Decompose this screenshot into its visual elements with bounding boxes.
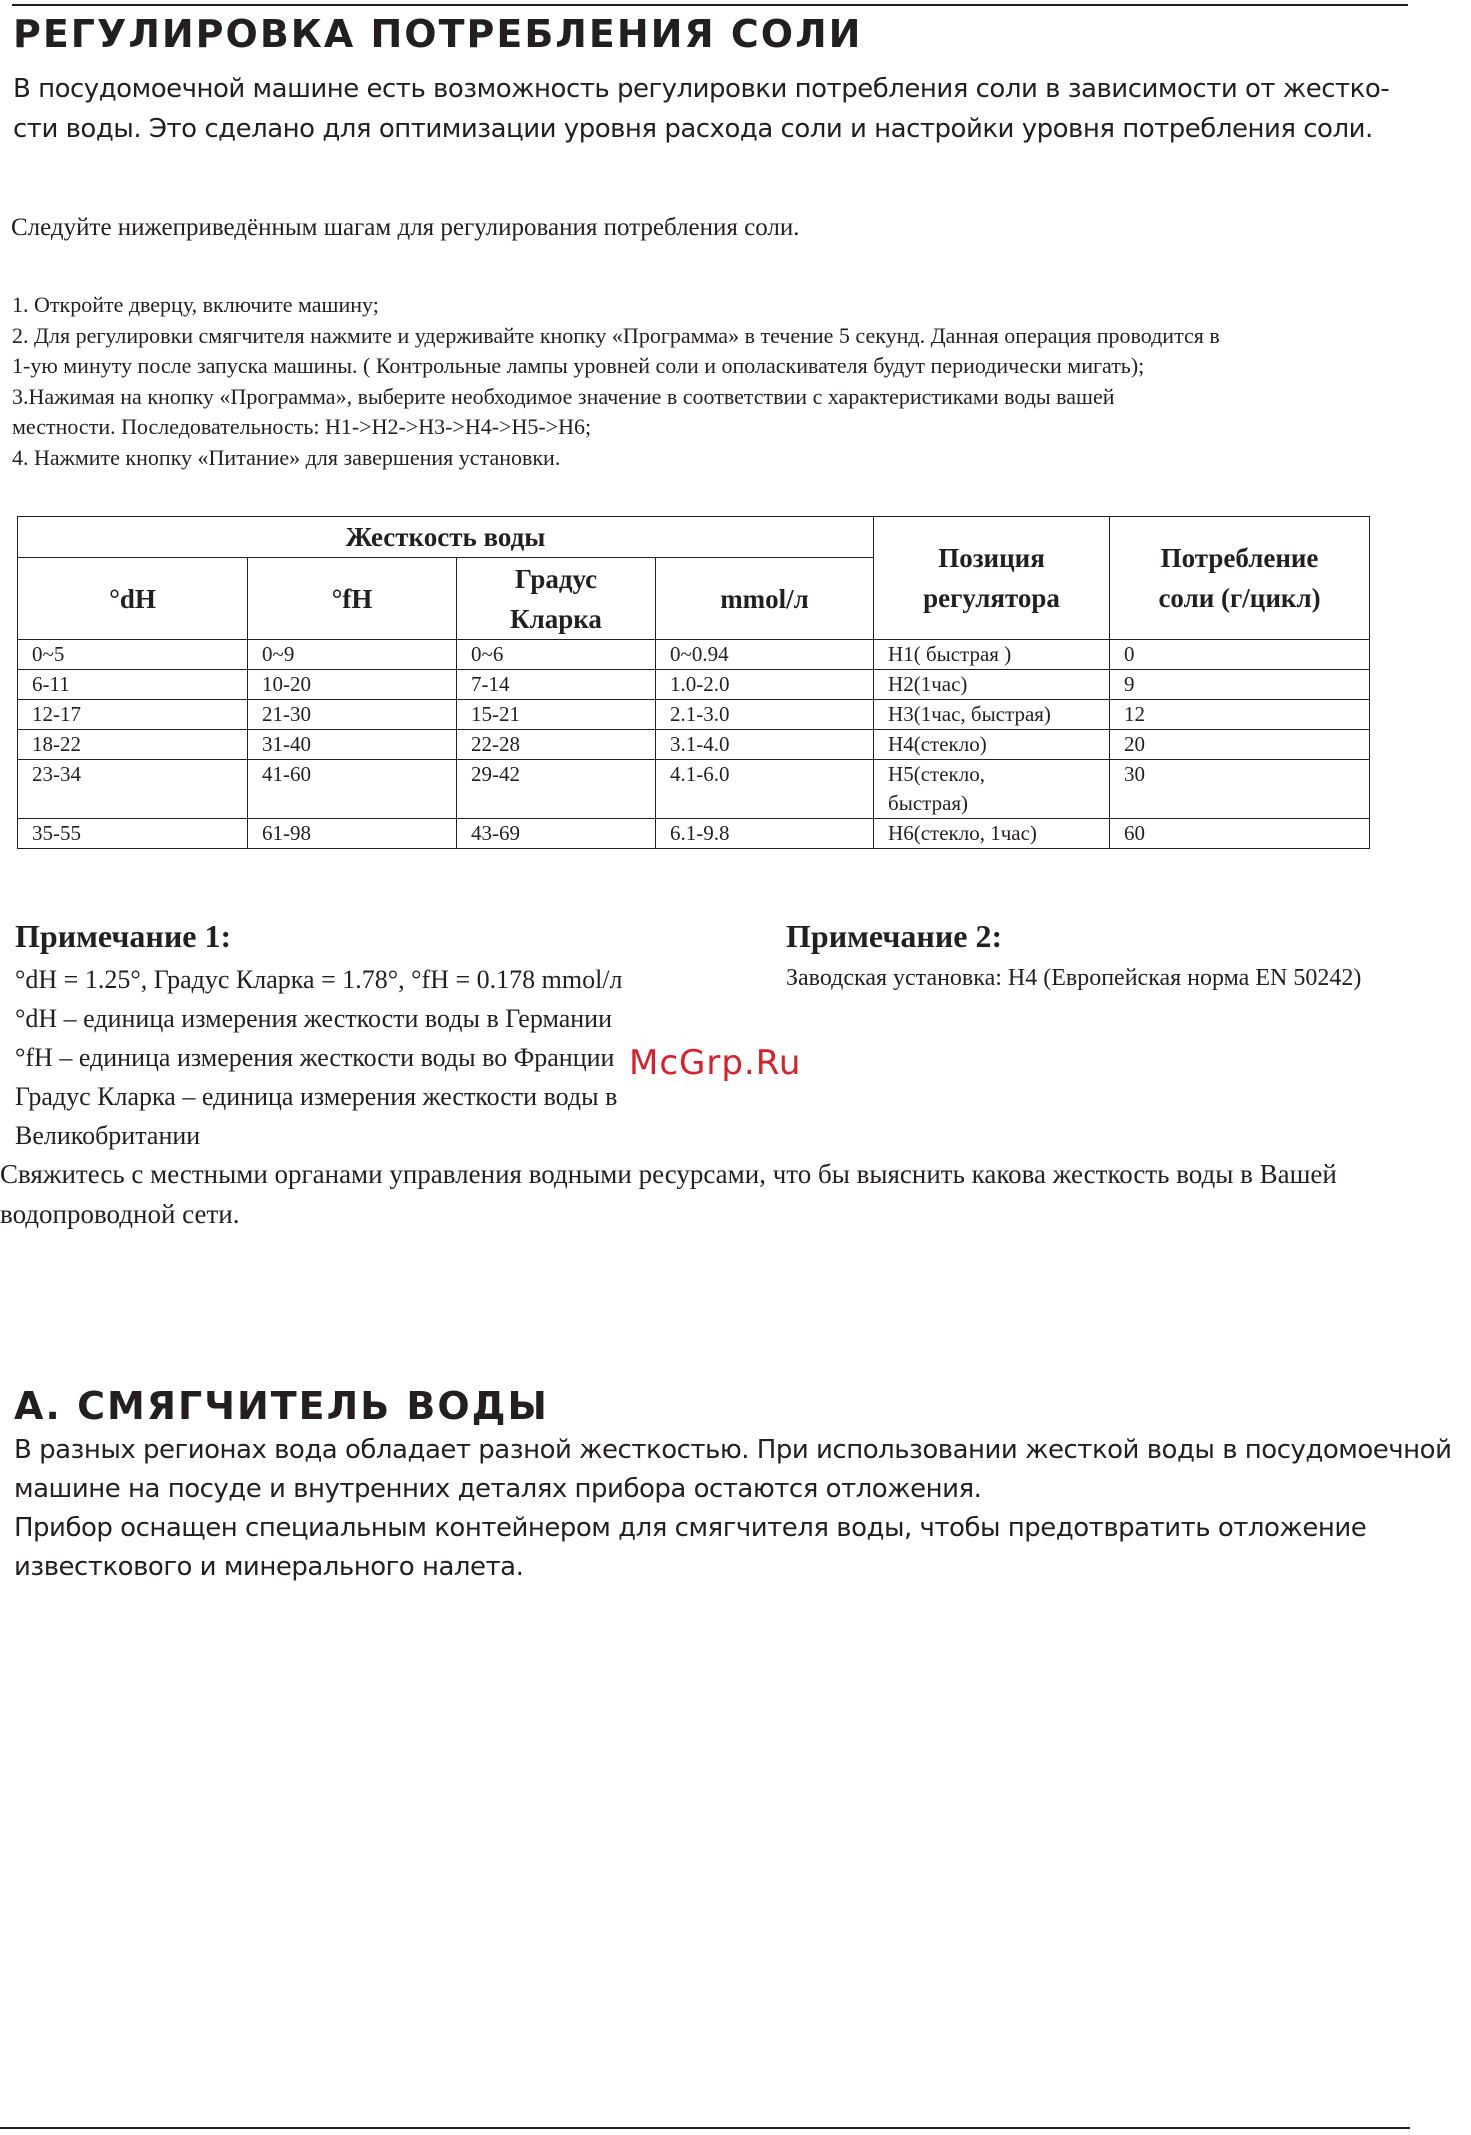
step-line: 1. Откройте дверцу, включите машину; — [12, 292, 379, 317]
cell-fh: 21-30 — [248, 700, 457, 730]
section-title-salt: РЕГУЛИРОВКА ПОТРЕБЛЕНИЯ СОЛИ — [13, 12, 863, 56]
position-line: H2(1час) — [888, 672, 968, 696]
softener-paragraph — [14, 1431, 1454, 1587]
note2-text: Заводская установка: H4 (Европейская норма EN 50242) — [786, 965, 1362, 991]
position-line: H6(стекло, 1час) — [888, 821, 1037, 845]
intro-line: сти воды. Это сделано для оптимизации уровня расхода соли и настройки уровня потребления соли. — [13, 114, 1373, 144]
softener-line: Прибор оснащен специальным контейнером для смягчителя воды, чтобы предотвратить отложение — [14, 1513, 1367, 1543]
cell-position — [874, 760, 1110, 819]
cell-position — [874, 700, 1110, 730]
cell-dh: 0~5 — [18, 640, 248, 670]
cell-clark: 7-14 — [457, 670, 656, 700]
position-line: H3(1час, быстрая) — [888, 702, 1051, 726]
cell-clark: 0~6 — [457, 640, 656, 670]
cell-clark: 22-28 — [457, 730, 656, 760]
cell-fh: 41-60 — [248, 760, 457, 819]
header-line: Градус — [514, 563, 598, 594]
cell-consumption: 9 — [1110, 670, 1370, 700]
cell-position — [874, 730, 1110, 760]
softener-line: известкового и минерального налета. — [14, 1552, 524, 1582]
step-line: местности. Последовательность: H1->H2->H3->H4->H5->H6; — [12, 414, 592, 439]
intro-paragraph — [13, 69, 1453, 149]
header-dh: °dH — [18, 558, 248, 640]
cell-dh: 23-34 — [18, 760, 248, 819]
follow-instruction: Следуйте нижеприведённым шагам для регулирования потребления соли. — [11, 214, 800, 241]
note1-line: Великобритании — [15, 1121, 201, 1150]
cell-position — [874, 819, 1110, 849]
cell-fh: 10-20 — [248, 670, 457, 700]
position-line: H1( быстрая ) — [888, 642, 1012, 666]
note1-line: °dH – единица измерения жесткости воды в Германии — [15, 1004, 612, 1033]
bottom-rule — [0, 2127, 1410, 2129]
cell-fh: 61-98 — [248, 819, 457, 849]
cell-clark: 15-21 — [457, 700, 656, 730]
note2-title: Примечание 2: — [786, 918, 1003, 954]
cell-fh: 0~9 — [248, 640, 457, 670]
cell-mmol: 4.1-6.0 — [656, 760, 874, 819]
cell-mmol: 6.1-9.8 — [656, 819, 874, 849]
cell-clark: 43-69 — [457, 819, 656, 849]
position-line: H5(стекло, — [888, 762, 985, 786]
note1-line: Градус Кларка – единица измерения жесткости воды в — [15, 1082, 618, 1111]
contact-line: Свяжитесь с местными органами управления водными ресурсами, что бы выяснить какова жесткость воды в Вашей — [0, 1159, 1337, 1189]
cell-clark: 29-42 — [457, 760, 656, 819]
cell-dh: 18-22 — [18, 730, 248, 760]
cell-consumption: 12 — [1110, 700, 1370, 730]
header-water-hardness: Жесткость воды — [18, 517, 874, 558]
cell-dh: 35-55 — [18, 819, 248, 849]
cell-consumption: 30 — [1110, 760, 1370, 819]
softener-line: В разных регионах вода обладает разной жесткостью. При использовании жесткой воды в посудомоечной — [14, 1435, 1452, 1465]
header-mmol: mmol/л — [656, 558, 874, 640]
cell-consumption: 0 — [1110, 640, 1370, 670]
steps-list — [12, 290, 1471, 473]
note1-line: °fH – единица измерения жесткости воды во Франции — [15, 1043, 615, 1072]
table-row — [18, 700, 1370, 730]
cell-fh: 31-40 — [248, 730, 457, 760]
watermark: McGrp.Ru — [629, 1043, 802, 1083]
cell-consumption: 20 — [1110, 730, 1370, 760]
header-fh: °fH — [248, 558, 457, 640]
table-row — [18, 640, 1370, 670]
softener-line: машине на посуде и внутренних деталях прибора остаются отложения. — [14, 1474, 982, 1504]
position-line: быстрая) — [888, 791, 969, 815]
header-salt-consumption — [1110, 517, 1370, 640]
header-clark — [457, 558, 656, 640]
section-title-softener: А. СМЯГЧИТЕЛЬ ВОДЫ — [14, 1384, 549, 1428]
header-line: соли (г/цикл) — [1158, 583, 1321, 613]
step-line: 4. Нажмите кнопку «Питание» для завершения установки. — [12, 444, 561, 470]
cell-dh: 12-17 — [18, 700, 248, 730]
cell-position — [874, 640, 1110, 670]
top-rule — [12, 4, 1408, 6]
step-line: 3.Нажимая на кнопку «Программа», выберите необходимое значение в соответствии с характеристиками воды вашей — [12, 383, 1115, 409]
table-row — [18, 819, 1370, 849]
cell-mmol: 2.1-3.0 — [656, 700, 874, 730]
intro-line: В посудомоечной машине есть возможность регулировки потребления соли в зависимости от жестко- — [13, 74, 1390, 104]
table-row — [18, 760, 1370, 819]
header-line: Позиция — [938, 543, 1045, 573]
cell-mmol: 3.1-4.0 — [656, 730, 874, 760]
table-row — [18, 730, 1370, 760]
cell-mmol: 0~0.94 — [656, 640, 874, 670]
water-hardness-table — [17, 516, 1370, 849]
step-line: 2. Для регулировки смягчителя нажмите и удерживайте кнопку «Программа» в течение 5 секунд. Данная операция проводится в — [12, 322, 1220, 348]
header-line: регулятора — [923, 583, 1060, 613]
note1-line: °dH = 1.25°, Градус Кларка = 1.78°, °fH = 0.178 mmol/л — [15, 965, 623, 994]
cell-position — [874, 670, 1110, 700]
contact-paragraph — [0, 1154, 1471, 1234]
header-line: Потребление — [1160, 543, 1319, 573]
cell-consumption: 60 — [1110, 819, 1370, 849]
position-line: H4(стекло) — [888, 732, 987, 756]
step-line: 1-ую минуту после запуска машины. ( Контрольные лампы уровней соли и ополаскивателя будут периодически мигать); — [12, 353, 1145, 378]
note1-title: Примечание 1: — [15, 918, 232, 954]
table-row — [18, 670, 1370, 700]
cell-mmol: 1.0-2.0 — [656, 670, 874, 700]
header-line: Кларка — [510, 603, 602, 634]
note1-body — [15, 960, 735, 1155]
header-regulator-position — [874, 517, 1110, 640]
contact-line: водопроводной сети. — [0, 1199, 240, 1229]
cell-dh: 6-11 — [18, 670, 248, 700]
